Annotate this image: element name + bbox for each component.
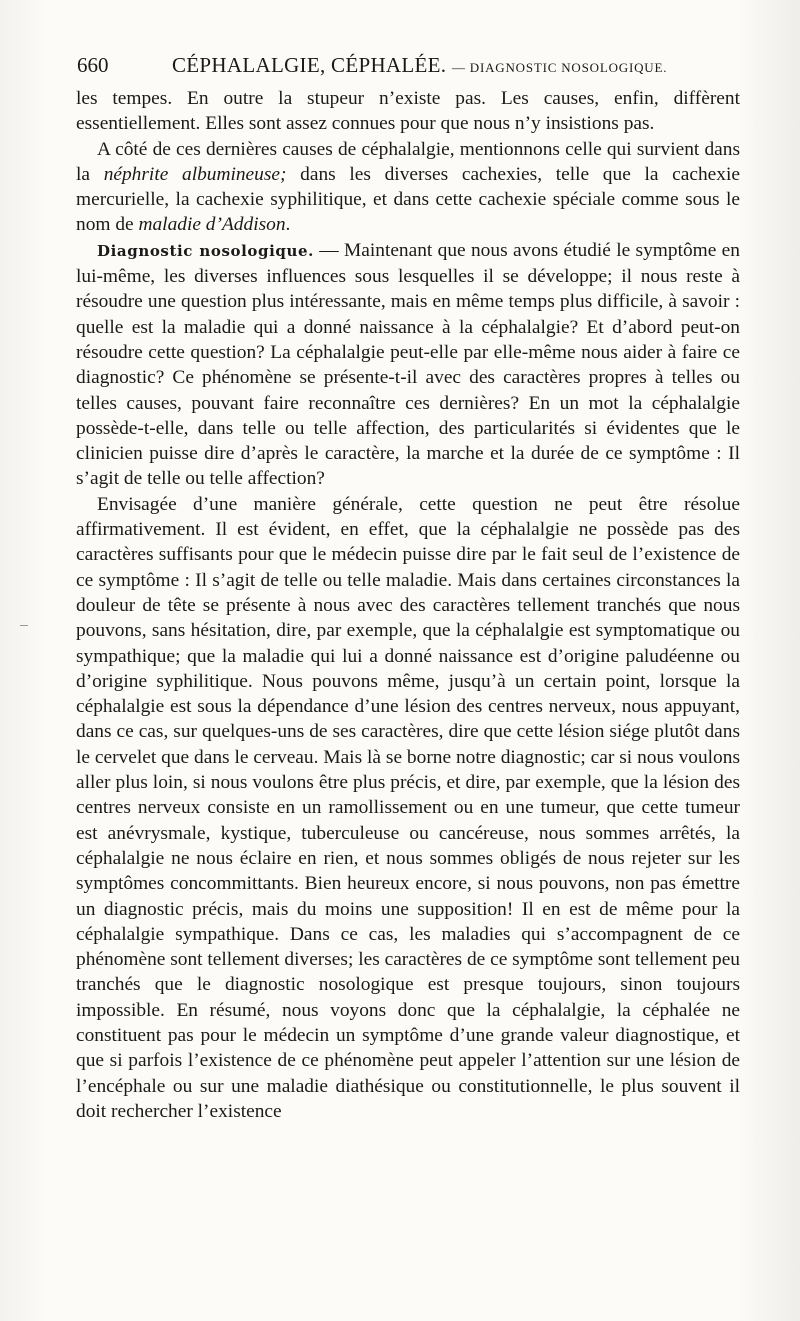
running-header xyxy=(77,50,747,80)
section-heading: Diagnostic nosologique. xyxy=(97,241,314,260)
page-body xyxy=(76,86,740,1124)
paragraph-2-italic-addison: maladie d’Addison xyxy=(138,214,286,236)
paragraph-2-text-e: . xyxy=(285,214,291,236)
paragraph-2-text-c: dans les diverses cachexies, telle que la cachexie mercurielle, la cachexie syphilitique, et dans cette cachexie spéciale comme sous le nom de xyxy=(76,163,740,236)
paragraph-2-italic-nephrite: néphrite albumineuse; xyxy=(103,163,287,185)
running-title-main: CÉPHALALGIE, CÉPHALÉE. xyxy=(172,53,447,77)
paragraph-2-text-a: A côté de ces dernières causes de céphalalgie, mentionnons celle qui survient dans la xyxy=(76,138,740,185)
running-title xyxy=(172,50,667,83)
paragraph-2 xyxy=(76,137,740,238)
paragraph-4: Envisagée d’une manière générale, cette question ne peut être résolue affirmativement. Il est évident, en effet, que la céphalalgie ne possède pas des caractères suffisants pour que le médecin puisse dire par le fait seul de l’existence de ce symptôme : Il s’agit de telle ou telle maladie. Mais dans certaines circonstances la douleur de tête se présente à nous avec des caractères tellement tranchés que nous pouvons, sans hésitation, dire, par exemple, que la céphalalgie est symptomatique ou sympathique; que la maladie qui lui a donné naissance est d’origine paludéenne ou d’origine syphilitique. Nous pouvons même, jusqu’à un certain point, lorsque la céphalalgie est sous la dépendance d’une lésion des centres nerveux, nous appuyant, dans ce cas, sur quelques-uns de ses caractères, dire que cette lésion siége plutôt dans le cervelet que dans le cerveau. Mais là se borne notre diagnostic; car si nous voulons aller plus loin, si nous voulons être plus précis, et dire, par exemple, que la lésion des centres nerveux consiste en un ramollissement ou en une tumeur, que cette tumeur est anévrysmale, kystique, tuberculeuse ou cancéreuse, nous sommes arrêtés, la céphalalgie ne nous éclaire en rien, et nous sommes obligés de nous rejeter sur les symptômes concommittants. Bien heureux encore, si nous pouvons, non pas émettre un diagnostic précis, mais du moins une supposition! Il en est de même pour la céphalalgie sympathique. Dans ce cas, les maladies qui s’accompagnent de ce phénomène sont tellement diverses; les caractères de ce symptôme sont tellement peu tranchés que le diagnostic nosologique est presque toujours, sinon toujours impossible. En résumé, nous voyons donc que la céphalalgie, la céphalée ne constituent pas pour le médecin un symptôme d’une grande valeur diagnostique, et que si parfois l’existence de ce phénomène peut appeler l’attention sur une lésion de l’encéphale ou sur une maladie diathésique ou constitutionnelle, le plus souvent il doit rechercher l’existence xyxy=(76,493,740,1122)
margin-mark xyxy=(20,625,28,626)
paragraph-3-text: — Maintenant que nous avons étudié le symptôme en lui-même, les diverses influences sous lesquelles il se développe; il nous reste à résoudre une question plus intéressante, mais en même temps plus difficile, à savoir : quelle est la maladie qui a donné naissance à la céphalalgie? Et d’abord peut-on résoudre cette question? La céphalalgie peut-elle par elle-même nous aider à faire ce diagnostic? Ce phénomène se présente-t-il avec des caractères propres à telles ou telles causes, pouvant faire reconnaître ces dernières? En un mot la céphalalgie possède-t-elle, dans telle ou telle affection, des particularités si évidentes que le clinicien puisse dire d’après le caractère, la marche et la durée de ce symptôme : Il s’agit de telle ou telle affection? xyxy=(76,239,740,490)
running-title-section: — DIAGNOSTIC NOSOLOGIQUE. xyxy=(451,60,668,75)
paragraph-3 xyxy=(76,238,740,492)
page-number: 660 xyxy=(77,53,109,77)
paragraph-1: les tempes. En outre la stupeur n’existe pas. Les causes, enfin, diffèrent essentiellement. Elles sont assez connues pour que nous n’y insistions pas. xyxy=(76,88,740,135)
